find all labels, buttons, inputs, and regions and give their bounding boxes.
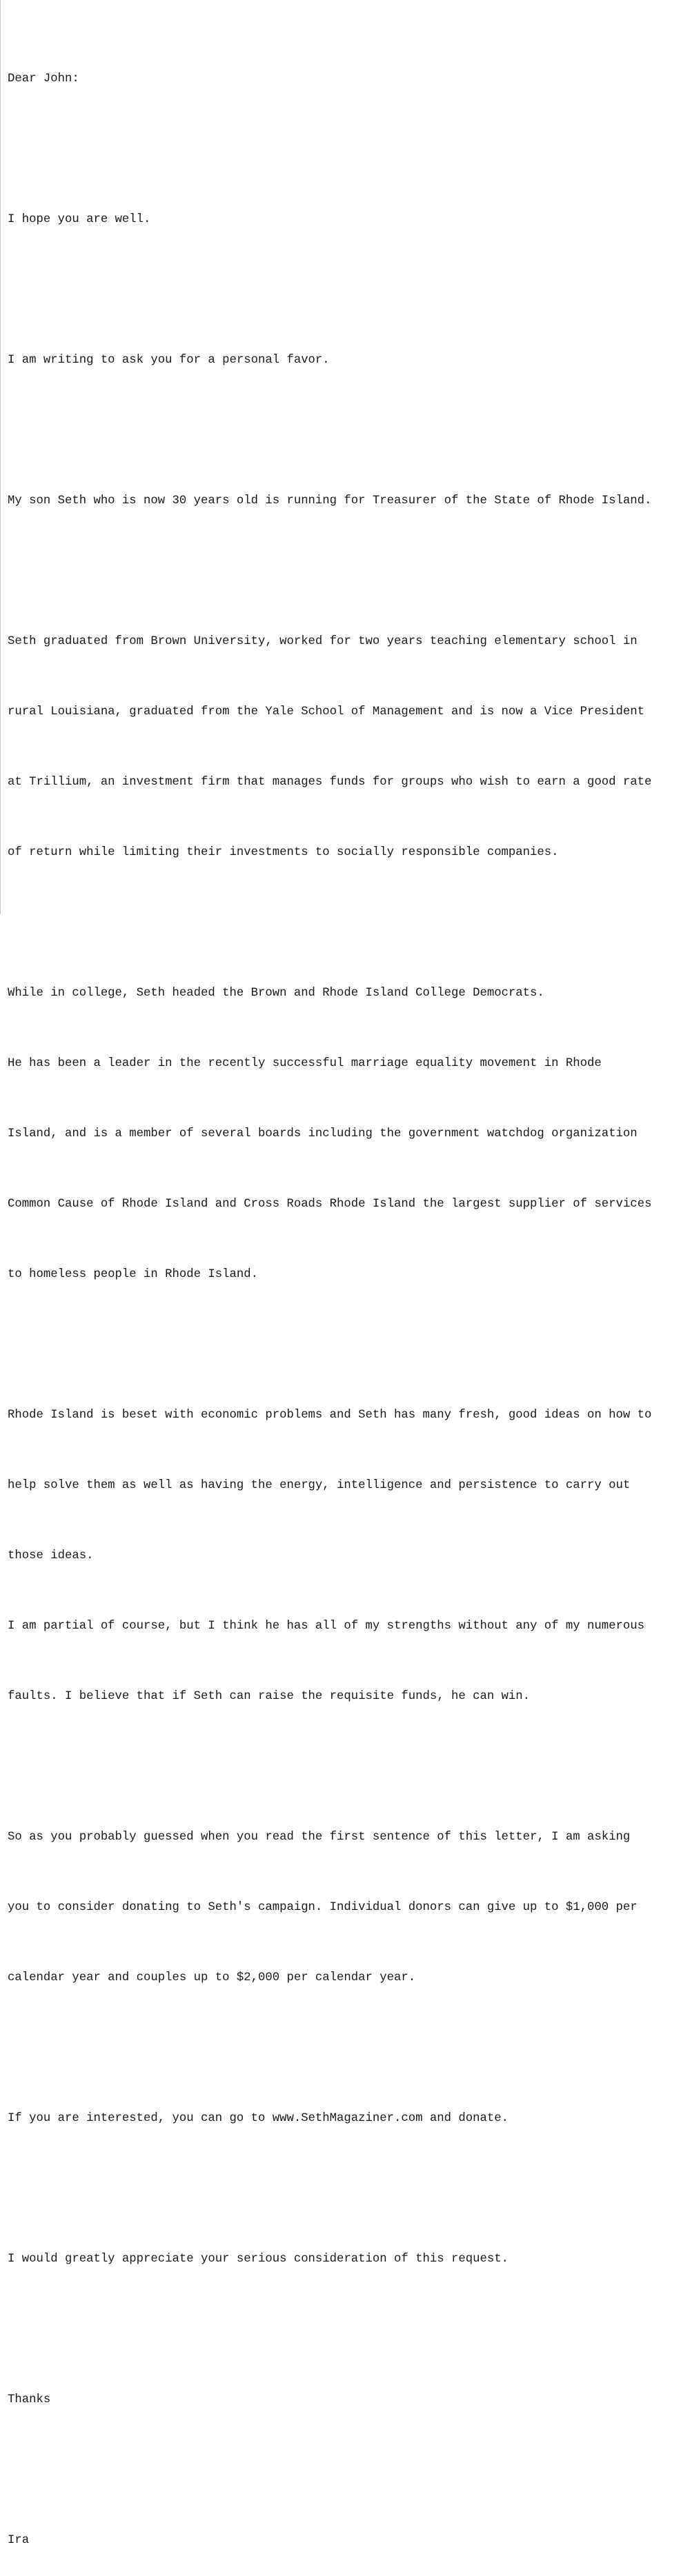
- signature-name: Ira: [8, 2534, 30, 2547]
- bio-line-1: Seth graduated from Brown University, worked for two years teaching elementary school in: [8, 635, 638, 648]
- bio-line-2: rural Louisiana, graduated from the Yale School of Management and is now a Vice President: [8, 705, 644, 718]
- ideas-line-3: those ideas.: [8, 1549, 94, 1562]
- ideas-line-1: Rhode Island is beset with economic problems and Seth has many fresh, good ideas on how to: [8, 1409, 652, 1422]
- college-line-3: Island, and is a member of several boards including the government watchdog organization: [8, 1127, 638, 1140]
- closing: Thanks: [8, 2393, 51, 2406]
- left-border: [0, 0, 1, 914]
- bio-line-4: of return while limiting their investments to socially responsible companies.: [8, 846, 559, 859]
- ideas-line-2: help solve them as well as having the energy, intelligence and persistence to carry out: [8, 1479, 631, 1492]
- ask-line-3: calendar year and couples up to $2,000 per calendar year.: [8, 1971, 416, 1984]
- purpose-line: I am writing to ask you for a personal favor.: [8, 354, 330, 367]
- college-line-4: Common Cause of Rhode Island and Cross Roads Rhode Island the largest supplier of services: [8, 1198, 652, 1211]
- bio-line-3: at Trillium, an investment firm that manages funds for groups who wish to earn a good rate: [8, 776, 652, 789]
- intro-line: My son Seth who is now 30 years old is running for Treasurer of the State of Rhode Island.: [8, 494, 652, 507]
- ask-line-2: you to consider donating to Seth's campaign. Individual donors can give up to $1,000 per: [8, 1901, 638, 1914]
- appreciation-line: I would greatly appreciate your serious consideration of this request.: [8, 2253, 509, 2266]
- college-line-1: While in college, Seth headed the Brown and Rhode Island College Democrats.: [8, 987, 544, 1000]
- letter-body: [8, 21, 687, 2576]
- college-line-5: to homeless people in Rhode Island.: [8, 1268, 258, 1281]
- salutation: Dear John:: [8, 72, 79, 85]
- ask-line-1: So as you probably guessed when you read the first sentence of this letter, I am asking: [8, 1831, 631, 1844]
- college-line-2: He has been a leader in the recently successful marriage equality movement in Rhode: [8, 1057, 602, 1070]
- partial-line-1: I am partial of course, but I think he has all of my strengths without any of my numerous: [8, 1620, 644, 1633]
- donate-line: If you are interested, you can go to www.SethMagaziner.com and donate.: [8, 2112, 509, 2125]
- partial-line-2: faults. I believe that if Seth can raise the requisite funds, he can win.: [8, 1690, 531, 1703]
- greeting-line: I hope you are well.: [8, 213, 151, 226]
